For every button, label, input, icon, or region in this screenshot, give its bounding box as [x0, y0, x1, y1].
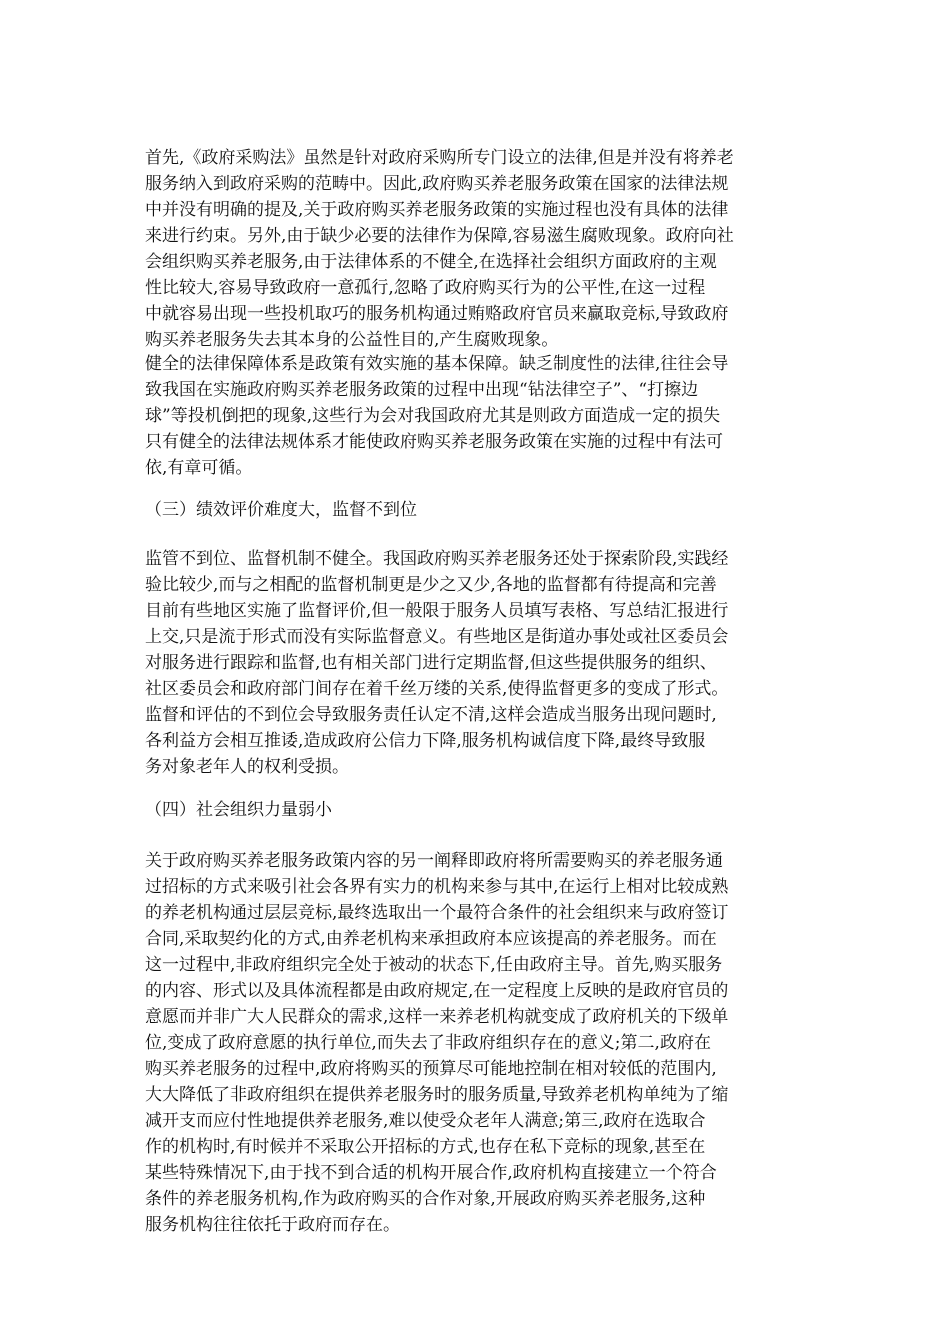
text-line: 的养老机构通过层层竞标,最终选取出一个最符合条件的社会组织来与政府签订: [145, 903, 729, 923]
text-line: 监督和评估的不到位会导致服务责任认定不清,这样会造成当服务出现问题时,: [145, 705, 717, 725]
text-line: 服务机构往往依托于政府而存在。: [145, 1215, 400, 1235]
text-line: 减开支而应付性地提供养老服务,难以使受众老年人满意;第三,政府在选取合: [145, 1111, 706, 1131]
text-line: 上交,只是流于形式而没有实际监督意义。有些地区是街道办事处或社区委员会: [145, 627, 729, 647]
text-line: 服务纳入到政府采购的范畴中。因此,政府购买养老服务政策在国家的法律法规: [145, 174, 729, 194]
text-line: 中就容易出现一些投机取巧的服务机构通过贿赂政府官员来赢取竞标,导致政府: [145, 304, 729, 324]
text-line: 务对象老年人的权利受损。: [145, 757, 349, 777]
text-line: 关于政府购买养老服务政策内容的另一阐释即政府将所需要购买的养老服务通: [145, 851, 723, 871]
text-line: 条件的养老服务机构,作为政府购买的合作对象,开展政府购买养老服务,这种: [145, 1189, 706, 1209]
section-heading: （四）社会组织力量弱小: [145, 800, 332, 820]
text-line: 的内容、形式以及具体流程都是由政府规定,在一定程度上反映的是政府官员的: [145, 981, 729, 1001]
text-line: 依,有章可循。: [145, 458, 253, 478]
text-line: 大大降低了非政府组织在提供养老服务时的服务质量,导致养老机构单纯为了缩: [145, 1085, 729, 1105]
text-line: 位,变成了政府意愿的执行单位,而失去了非政府组织存在的意义;第二,政府在: [145, 1033, 711, 1053]
text-line: 过招标的方式来吸引社会各界有实力的机构来参与其中,在运行上相对比较成熟: [145, 877, 729, 897]
text-line: 监管不到位、监督机制不健全。我国政府购买养老服务还处于探索阶段,实践经: [145, 549, 729, 569]
text-line: 首先,《政府采购法》虽然是针对政府采购所专门设立的法律,但是并没有将养老: [145, 148, 734, 168]
text-line: 球”等投机倒把的现象,这些行为会对我国政府尤其是则政方面造成一定的损失: [145, 406, 721, 426]
text-line: 会组织购买养老服务,由于法律体系的不健全,在选择社会组织方面政府的主观: [145, 252, 717, 272]
text-line: 只有健全的法律法规体系才能使政府购买养老服务政策在实施的过程中有法可: [145, 432, 723, 452]
text-line: 对服务进行跟踪和监督,也有相关部门进行定期监督,但这些提供服务的组织、: [145, 653, 717, 673]
text-line: 某些特殊情况下,由于找不到合适的机构开展合作,政府机构直接建立一个符合: [145, 1163, 717, 1183]
section-heading: （三）绩效评价难度大，监督不到位: [145, 500, 417, 520]
text-line: 合同,采取契约化的方式,由养老机构来承担政府本应该提高的养老服务。而在: [145, 929, 717, 949]
text-line: 购买养老服务的过程中,政府将购买的预算尽可能地控制在相对较低的范围内,: [145, 1059, 717, 1079]
text-line: 来进行约束。另外,由于缺少必要的法律作为保障,容易滋生腐败现象。政府向社: [145, 226, 734, 246]
text-line: 社区委员会和政府部门间存在着千丝万缕的关系,使得监督更多的变成了形式。: [145, 679, 729, 699]
text-line: 健全的法律保障体系是政策有效实施的基本保障。缺乏制度性的法律,往往会导: [145, 354, 729, 374]
text-line: 性比较大,容易导致政府一意孤行,忽略了政府购买行为的公平性,在这一过程: [145, 278, 706, 298]
text-line: 验比较少,而与之相配的监督机制更是少之又少,各地的监督都有待提高和完善: [145, 575, 717, 595]
text-line: 购买养老服务失去其本身的公益性目的,产生腐败现象。: [145, 330, 559, 350]
text-line: 中并没有明确的提及,关于政府购买养老服务政策的实施过程也没有具体的法律: [145, 200, 729, 220]
text-line: 作的机构时,有时候并不采取公开招标的方式,也存在私下竞标的现象,甚至在: [145, 1137, 706, 1157]
text-line: 各利益方会相互推诿,造成政府公信力下降,服务机构诚信度下降,最终导致服: [145, 731, 706, 751]
text-line: 致我国在实施政府购买养老服务政策的过程中出现“钻法律空子”、“打擦边: [145, 380, 699, 400]
text-line: 目前有些地区实施了监督评价,但一般限于服务人员填写表格、写总结汇报进行: [145, 601, 729, 621]
text-line: 意愿而并非广大人民群众的需求,这样一来养老机构就变成了政府机关的下级单: [145, 1007, 729, 1027]
text-line: 这一过程中,非政府组织完全处于被动的状态下,任由政府主导。首先,购买服务: [145, 955, 723, 975]
